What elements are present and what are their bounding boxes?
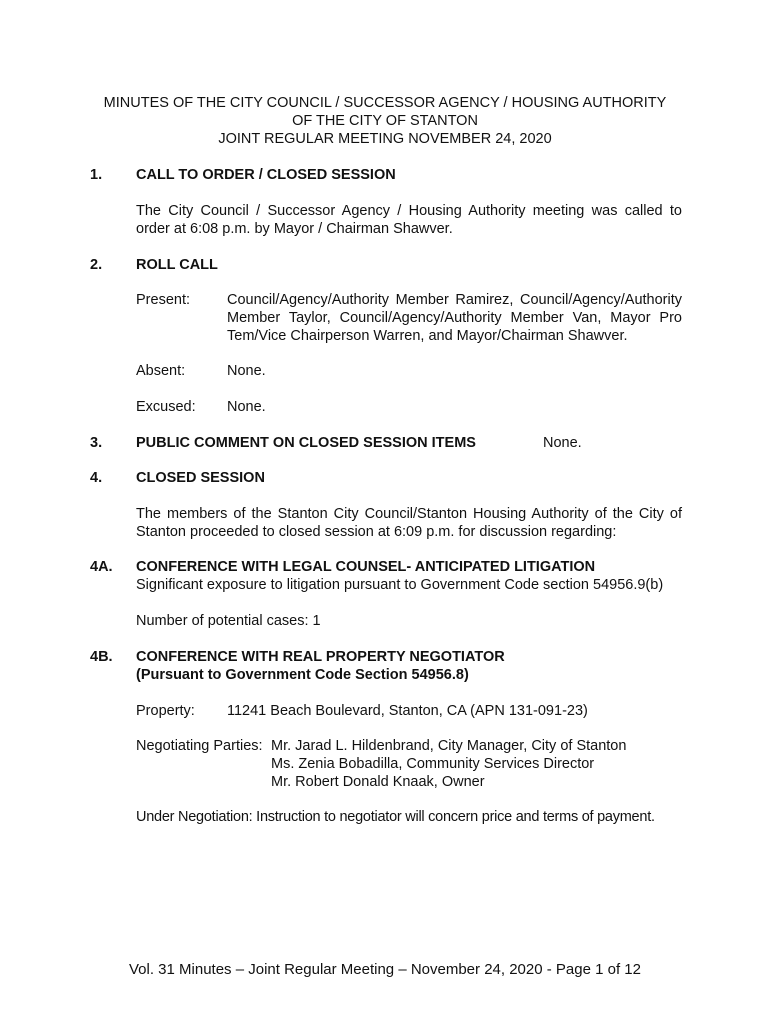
section-4-number: 4. (90, 470, 103, 486)
section-3-heading: PUBLIC COMMENT ON CLOSED SESSION ITEMS (136, 435, 476, 451)
title-line-3: JOINT REGULAR MEETING NOVEMBER 24, 2020 (218, 131, 552, 147)
section-2-heading: ROLL CALL (136, 257, 218, 273)
section-3-number: 3. (90, 435, 103, 451)
section-4-text-line-1: The members of the Stanton City Council/Stanton Housing Authority of the City of (136, 506, 682, 522)
party-2: Ms. Zenia Bobadilla, Community Services Director (271, 756, 595, 772)
negotiating-parties-label: Negotiating Parties: (136, 738, 263, 754)
section-1-text-line-2: order at 6:08 p.m. by Mayor / Chairman Shawver. (136, 221, 453, 237)
page-footer: Vol. 31 Minutes – Joint Regular Meeting – November 24, 2020 - Page 1 of 12 (129, 961, 641, 978)
section-4a-heading: CONFERENCE WITH LEGAL COUNSEL- ANTICIPATED LITIGATION (136, 559, 596, 575)
section-1-heading: CALL TO ORDER / CLOSED SESSION (136, 167, 396, 183)
section-1-text-line-1: The City Council / Successor Agency / Housing Authority meeting was called to (136, 203, 682, 219)
section-4-text-line-2: Stanton proceeded to closed session at 6:09 p.m. for discussion regarding: (136, 524, 617, 540)
section-4-text (136, 505, 682, 541)
property-label: Property: (136, 703, 195, 719)
section-1-number: 1. (90, 167, 103, 183)
excused-label: Excused: (136, 399, 196, 415)
under-negotiation: Under Negotiation: Instruction to negotiator will concern price and terms of payment. (136, 809, 655, 825)
present-label: Present: (136, 292, 190, 308)
section-4-heading: CLOSED SESSION (136, 470, 265, 486)
section-3-value: None. (543, 435, 582, 451)
absent-label: Absent: (136, 363, 186, 379)
absent-value: None. (227, 363, 266, 379)
section-4a-cases: Number of potential cases: 1 (136, 613, 321, 629)
party-1: Mr. Jarad L. Hildenbrand, City Manager, City of Stanton (271, 738, 627, 754)
section-4a-text: Significant exposure to litigation pursuant to Government Code section 54956.9(b) (136, 577, 664, 593)
section-1-text (136, 202, 682, 238)
property-value: 11241 Beach Boulevard, Stanton, CA (APN 131-091-23) (227, 703, 588, 719)
section-4b-heading-line-1: CONFERENCE WITH REAL PROPERTY NEGOTIATOR (136, 649, 505, 665)
present-line-1: Council/Agency/Authority Member Ramirez, Council/Agency/Authority (227, 292, 682, 308)
section-2-number: 2. (90, 257, 103, 273)
excused-value: None. (227, 399, 266, 415)
section-4b-heading-line-2: (Pursuant to Government Code Section 54956.8) (136, 667, 469, 683)
title-line-2: OF THE CITY OF STANTON (292, 113, 478, 129)
present-line-2: Member Taylor, Council/Agency/Authority Member Van, Mayor Pro (227, 310, 682, 326)
title-line-1: MINUTES OF THE CITY COUNCIL / SUCCESSOR AGENCY / HOUSING AUTHORITY (103, 95, 667, 111)
section-4a-number: 4A. (90, 559, 113, 575)
present-line-3: Tem/Vice Chairperson Warren, and Mayor/Chairman Shawver. (227, 328, 628, 344)
party-3: Mr. Robert Donald Knaak, Owner (271, 774, 485, 790)
section-4b-number: 4B. (90, 649, 113, 665)
present-members (227, 291, 682, 345)
document-title (0, 94, 770, 148)
